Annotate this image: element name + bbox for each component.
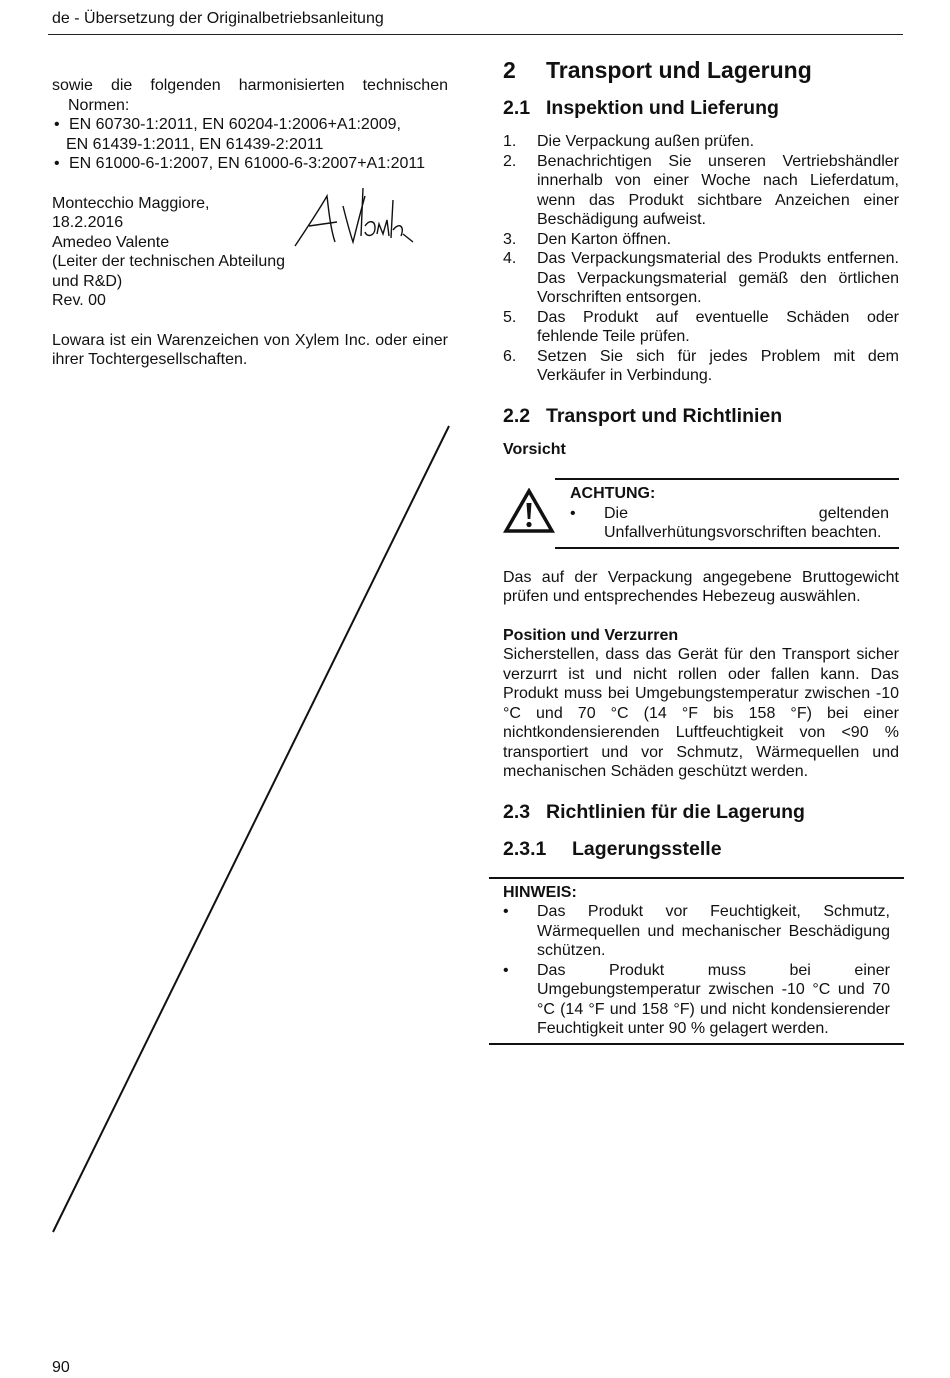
sign-line: Amedeo Valente: [52, 233, 170, 251]
step-text: Das Produkt auf eventuelle Schäden oder fehlende Teile prüfen.: [537, 308, 899, 345]
list-item: 1. Die Verpackung außen prüfen.: [503, 133, 755, 150]
hinweis-text: Das Produkt muss bei einer Umgebungstemperatur zwischen -10 °C und 70 °C (14 °F und 158 °F) und nicht kondensierender Feuchtigkeit unter 90 % gelagert werden.: [537, 961, 890, 1037]
sign-line: und R&D): [52, 272, 123, 290]
signature-image: [293, 186, 418, 251]
list-item: • Das Produkt muss bei einer Umgebungstemperatur zwischen -10 °C und 70 °C (14 °F und 158 °F) und nicht kondensierender Feuchtigkeit unter 90 % gelagert werden.: [503, 961, 890, 1037]
step-text: Den Karton öffnen.: [537, 230, 672, 248]
section-title: Transport und Richtlinien: [546, 404, 783, 427]
step-text: Die Verpackung außen prüfen.: [537, 133, 755, 150]
hinweis-text: Das Produkt vor Feuchtigkeit, Schmutz, Wärmequellen und mechanischer Beschädigung schützen.: [537, 903, 890, 959]
step-text: Das Verpackungsmaterial des Produkts entfernen. Das Verpackungsmaterial gemäß den örtlichen Vorschriften entsorgen.: [537, 250, 899, 306]
section-title: Richtlinien für die Lagerung: [546, 800, 805, 823]
section-heading-2-2: [503, 404, 899, 428]
section-number: 2.3.1: [503, 837, 547, 860]
section-number: 2.2: [503, 404, 531, 427]
section-title: Inspektion und Lieferung: [546, 97, 779, 119]
sign-line: Montecchio Maggiore,: [52, 194, 210, 212]
section-number: 2.1: [503, 97, 531, 119]
section-title: Transport und Lagerung: [546, 57, 812, 83]
trademark-note: Lowara ist ein Warenzeichen von Xylem Inc. oder einer ihrer Tochtergesellschaften.: [52, 331, 448, 368]
bullet-marker: •: [54, 116, 60, 133]
section-heading-2: [503, 56, 899, 84]
running-header: de - Übersetzung der Originalbetriebsanleitung: [52, 10, 384, 27]
step-text: Benachrichtigen Sie unseren Vertriebshändler innerhalb von einer Woche nach Lieferdatum, wenn das Produkt sichtbare Anzeichen einer Beschädigung aufweist.: [537, 152, 899, 228]
right-column: [503, 56, 899, 1045]
section-heading-2-3-1: [503, 837, 899, 861]
achtung-text: Die geltenden Unfallverhütungsvorschriften beachten.: [604, 504, 889, 541]
intro-line-2: Normen:: [68, 96, 130, 114]
section-heading-2-1: [503, 96, 899, 120]
sign-line: 18.2.2016: [52, 214, 124, 231]
position-paragraph: Sicherstellen, dass das Gerät für den Transport sicher verzurrt ist und nicht rollen oder fallen kann. Das Produkt muss bei Umgebungstemperatur zwischen -10 °C und 70 °C (14 °F bis 158 °F) bei einer nichtkondensierenden Luftfeuchtigkeit von <90 % transportiert und vor Schmutz, Wärmequellen und mechanischen Schäden geschützt werden.: [503, 646, 899, 780]
hinweis-title: HINWEIS:: [503, 883, 577, 901]
norm-line: EN 61000-6-1:2007, EN 61000-6-3:2007+A1:2011: [69, 155, 425, 172]
weight-paragraph: Das auf der Verpackung angegebene Bruttogewicht prüfen und entsprechendes Hebezeug auswählen.: [503, 568, 899, 605]
list-item: 3. Den Karton öffnen.: [503, 230, 672, 248]
bullet-marker: •: [54, 155, 60, 172]
list-item: 4. Das Verpackungsmaterial des Produkts entfernen. Das Verpackungsmaterial gemäß den örtlichen Vorschriften entsorgen.: [503, 250, 899, 306]
norm-item: [52, 115, 448, 154]
achtung-notice: [503, 478, 899, 549]
intro-line: sowie die folgenden harmonisierten technischen: [52, 77, 448, 94]
section-heading-2-3: [503, 800, 899, 824]
inspection-steps: [503, 132, 899, 386]
list-item: 6. Setzen Sie sich für jedes Problem mit dem Verkäufer in Verbindung.: [503, 347, 899, 384]
page-number: 90: [52, 1359, 70, 1376]
sign-line: (Leiter der technischen Abteilung: [52, 253, 286, 270]
warning-triangle-icon: [503, 488, 555, 534]
header-rule: [48, 34, 903, 35]
section-number: 2.3: [503, 800, 531, 823]
norm-line: EN 61439-1:2011, EN 61439-2:2011: [66, 135, 324, 153]
list-item: • Die geltenden Unfallverhütungsvorschriften beachten.: [570, 504, 889, 541]
list-item: • Das Produkt vor Feuchtigkeit, Schmutz, Wärmequellen und mechanischer Beschädigung schützen.: [503, 903, 890, 959]
position-heading: Position und Verzurren: [503, 626, 679, 644]
list-item: 2. Benachrichtigen Sie unseren Vertriebshändler innerhalb von einer Woche nach Lieferdatum, wenn das Produkt sichtbare Anzeichen einer Beschädigung aufweist.: [503, 152, 899, 228]
section-number: 2: [503, 57, 516, 83]
hinweis-box: [489, 877, 904, 1045]
step-text: Setzen Sie sich für jedes Problem mit dem Verkäufer in Verbindung.: [537, 347, 899, 384]
achtung-title: ACHTUNG:: [570, 485, 656, 502]
list-item: 5. Das Produkt auf eventuelle Schäden oder fehlende Teile prüfen.: [503, 308, 899, 345]
norm-line: EN 60730-1:2011, EN 60204-1:2006+A1:2009,: [69, 116, 401, 133]
section-title: Lagerungsstelle: [572, 837, 722, 860]
sign-line: Rev. 00: [52, 292, 106, 309]
caution-heading: Vorsicht: [503, 440, 566, 458]
norm-item: [52, 154, 448, 174]
achtung-box: [555, 478, 899, 549]
